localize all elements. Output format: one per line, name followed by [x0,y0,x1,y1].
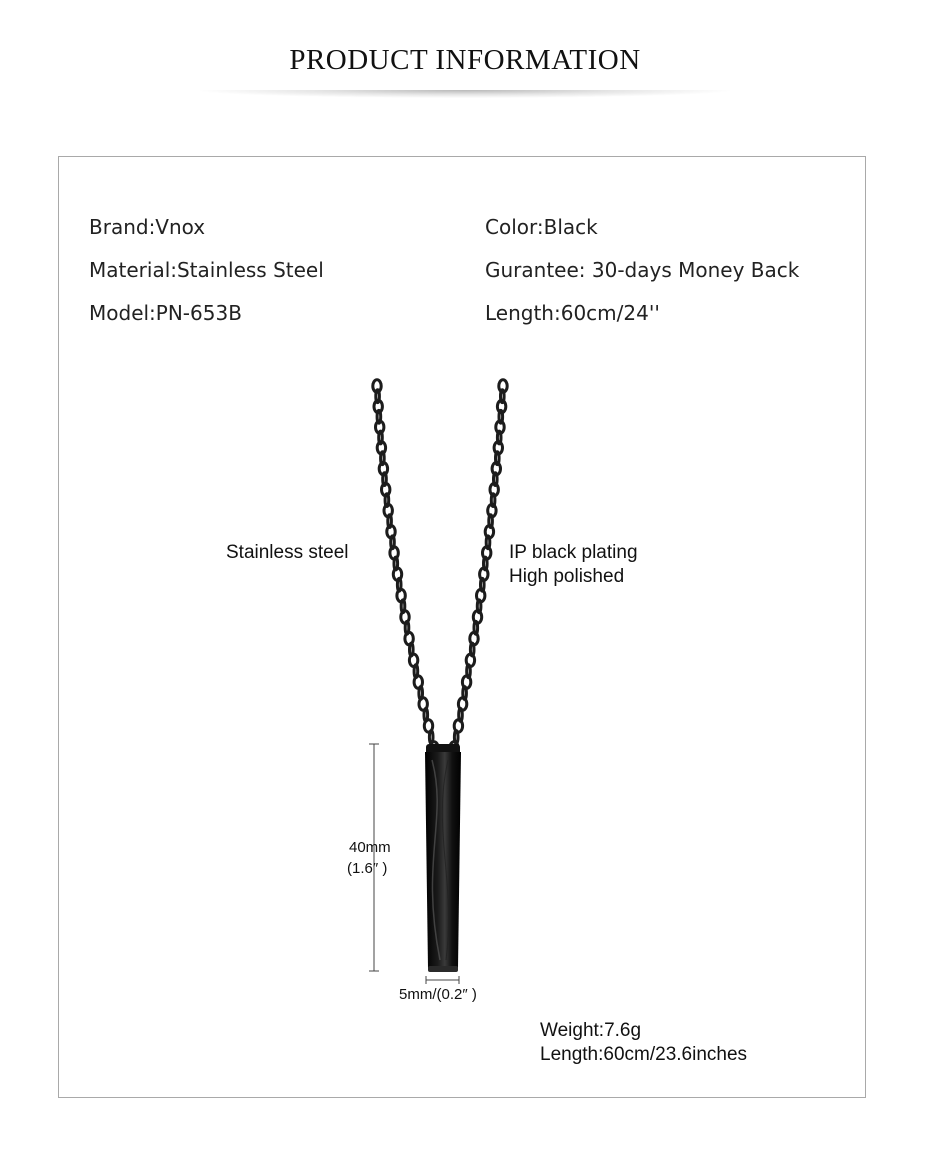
spec-guarantee: Gurantee: 30-days Money Back [485,258,800,282]
spec-material: Material:Stainless Steel [89,258,324,282]
width-dimension-line [426,976,459,984]
footer-weight: Weight:7.6g [540,1020,642,1041]
dimension-height-mm: 40mm [349,839,391,856]
callout-chain-material: Stainless steel [226,542,349,563]
chain-right [450,380,507,754]
page-title: PRODUCT INFORMATION [289,44,641,76]
spec-length: Length:60cm/24'' [485,301,660,325]
callout-finish-line2: High polished [509,566,625,587]
spec-color: Color:Black [485,215,598,239]
chain-left [373,380,438,754]
dimension-height-in: (1.6″ ) [347,860,388,877]
footer-length: Length:60cm/23.6inches [540,1044,748,1065]
spec-model: Model:PN-653B [89,301,242,325]
spec-brand: Brand:Vnox [89,215,206,239]
height-dimension-line [369,744,379,971]
pendant-bar [425,752,461,968]
callout-finish-line1: IP black plating [509,542,638,563]
dimension-width: 5mm/(0.2″ ) [399,986,477,1003]
